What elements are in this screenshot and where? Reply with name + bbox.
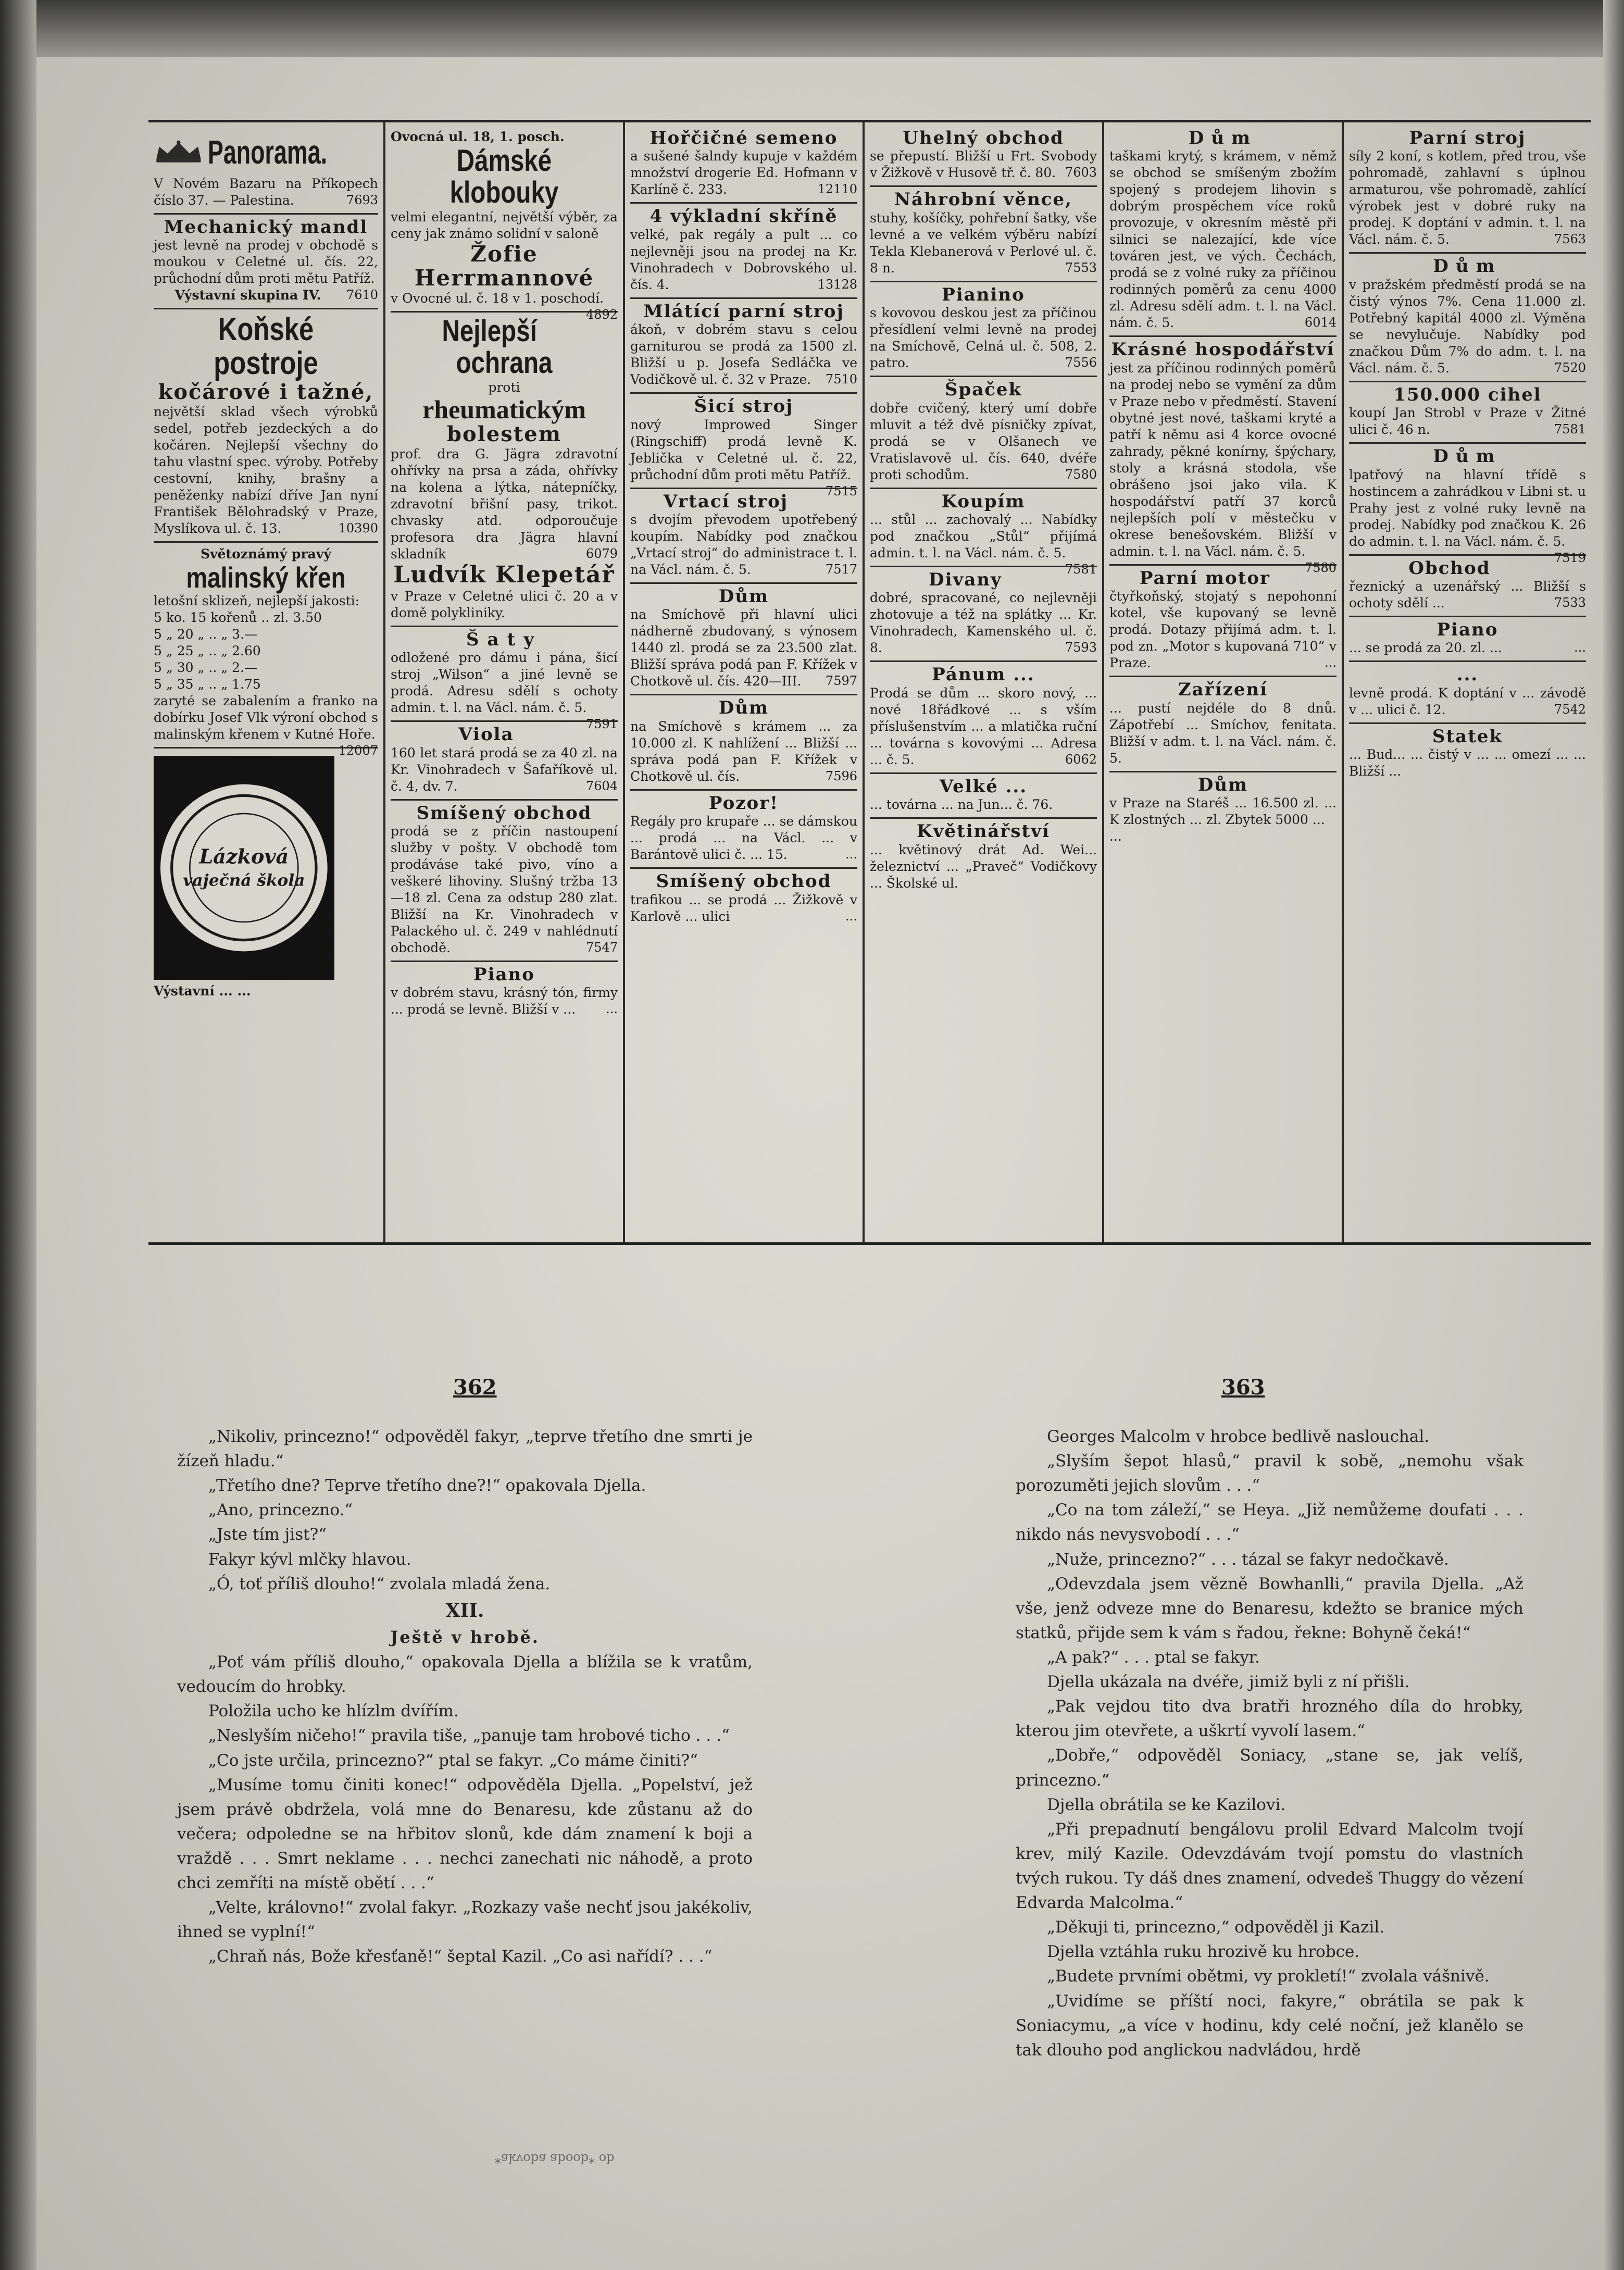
paragraph: „Co jste určila, princezno?“ ptal se fakyr. „Co máme činiti?“	[208, 1751, 698, 1770]
paragraph: Fakyr kývl mlčky hlavou.	[208, 1550, 411, 1569]
dum5b-title: Dům	[1197, 774, 1248, 795]
left-page-text	[177, 1425, 753, 1969]
vrtaci-text: s dvojím převodem upotřebený koupím. Nabídky pod značkou „Vrtací stroj“ do administrace t. l. na Václ. nám. č. 5. 7517	[630, 512, 857, 577]
kren-row: 5 „ 25 „ .. „ 2.60	[154, 643, 261, 659]
ad-hospodarstvi	[1109, 337, 1336, 575]
klobouky-title: Dámské klobouky	[449, 144, 559, 209]
stamp-illustration	[154, 756, 334, 980]
horcice-text: a sušené šalndy kupuje v každém množství drogerie Ed. Hofmann v Karlíně č. 233. 12110	[630, 148, 857, 197]
paragraph: „Dobře,“ odpověděl Soniacy, „stane se, jak velíš, princezno.“	[1016, 1746, 1523, 1790]
dum5b-text: v Praze na Staréš ... 16.500 zl. ... K zlostných ... zl. Zbytek 5000 ...	[1109, 795, 1336, 827]
paragraph: „Děkuji ti, princezno,“ odpověděl ji Kazil.	[1047, 1918, 1385, 1937]
mandl-title: Mechanický mandl	[164, 217, 368, 238]
saty-text: odložené pro dámu i pána, šicí stroj „Wilson“ a jiné levně se prodá. Adresu sdělí s ochoty admin. t. l. na Václ. nám. č. 5. 7591	[391, 650, 618, 732]
paragraph: „Velte, královno!“ zvolal fakyr. „Rozkazy vaše nechť jsou jakékoliv, ihned se vyplní!“	[177, 1898, 753, 1942]
ad-column-5	[1104, 122, 1344, 1242]
pohled-title: Pánum ...	[932, 664, 1035, 685]
dum6-text: v pražském předměstí prodá se na čistý výnos 7%. Cena 11.000 zl. Potřebný kapitál 4000 zl. Výměna se nevylučuje. Nabídky pod značkou Dům 7% do adm. t. l. na Václ. nám. č. 5. 7520	[1349, 277, 1586, 376]
smiseny-text: prodá se z příčin nastoupení služby v pošty. V obchodě tom prodáváse také pivo, víno a veškeré lihoviny. Slušný tržba 13—18 zl. Cena za odstup 280 zlat. Bližší na Kr. Vinohradech v Palackého ul. č. 249 v nahlédnutí obchodě. 7547	[391, 824, 618, 955]
pianino-text: s kovovou deskou jest za příčinou přesídlení velmi levně na prodej na Smíchově, Celná ul. č. 508, 2. patro. 7556	[870, 305, 1097, 371]
panorama-title: Panorama.	[207, 133, 327, 171]
ad-pianino	[870, 282, 1097, 377]
paragraph: „Jste tím jist?“	[208, 1525, 327, 1544]
kren-row: 5 „ 30 „ .. „ 2.—	[154, 660, 257, 676]
ad-cihel	[1349, 382, 1586, 444]
kren-pre: Světoznámý pravý	[201, 546, 331, 562]
dum5-title: Dům	[1188, 128, 1258, 148]
ad-vence	[870, 187, 1097, 282]
mlatici-title: Mlátící parní stroj	[643, 301, 844, 322]
herrmann-addr: v Ovocné ul. č. 18 v 1. poschodí. 4892	[391, 291, 618, 322]
ad-panorama	[154, 126, 378, 215]
ad-pohled	[870, 662, 1097, 774]
paragraph: „Chraň nás, Bože křesťaně!“ šeptal Kazil. „Co asi nařídí? . . .“	[208, 1947, 713, 1966]
spacek-title: Špaček	[944, 379, 1022, 401]
cihel-text: koupí Jan Strobl v Praze v Žitné ulici č. 46 n. 7581	[1349, 405, 1586, 438]
svg-text:vaječná škola: vaječná škola	[183, 871, 305, 891]
pozor-text: Regály pro krupaře ... se dámskou ... prodá ... na Václ. ... v Barántově ulici č. ... 15. ...	[630, 814, 857, 863]
ad-klobouky	[391, 126, 618, 322]
dum5b-extra: ...	[1109, 828, 1122, 844]
chapter-number: XII.	[445, 1599, 484, 1622]
ad-skrine	[630, 204, 857, 298]
horcice-title: Hořčičné semeno	[649, 128, 838, 148]
statek-title: Statek	[1432, 726, 1503, 747]
mandl-text: jest levně na prodej v obchodě s moukou v Celetné ul. čís. 22, průchodní dům proti mětu Patříž. 7610	[154, 238, 378, 303]
kvetinarstvi-text: ... květinový drát Ad. Wei... železnictví ... „Praveč“ Vodičkovy ... Školské ul.	[870, 842, 1097, 891]
stamp-caption: Výstavní ... ...	[154, 983, 251, 999]
velke-text: ... továrna ... na Jun... č. 76.	[870, 797, 1053, 813]
postroje-text: největší sklad všech výrobků sedel, potřeb jezdeckých a do kočáren. Nejlepší všechny do tahu vlastní spec. výroby. Potřeby cestovní, knihy, brašny a peněženky nabízí dříve Jan nyní František Bělohradský v Praze, Myslíkova ul. č. 13. 10390	[154, 404, 378, 536]
paragraph: „Nikoliv, princezno!“ odpověděl fakyr, „teprve třetího dne smrti je žízeň hladu.“	[177, 1427, 753, 1471]
postroje-subtitle: kočárové i tažné,	[158, 379, 374, 404]
kren-tail: zaryté se zabalením a franko na dobírku Josef Vlk výroní obchod s malinským křenem v Kutné Hoře. 12007	[154, 693, 378, 758]
paragraph: „Musíme tomu činiti konec!“ odpověděla Djella. „Popelství, jež jsem právě obdržela, volá mne do Benaresu, kde zůstanu až do večera; odpoledne se na hřbitov slonů, kde dám znamení k boji a vraždě . . . Smrt neklame . . . nechci zanechati nic náhodě, a proto chci zemříti na místě obětí . . .“	[177, 1775, 753, 1893]
dum-title: Dům	[718, 585, 769, 607]
ad-saty	[391, 627, 618, 732]
dum2-text: na Smíchově s krámem ... za 10.000 zl. K nahlížení ... Bližší ... správa podá pan F. Křížek v Chotkově ul. čís. 7596	[630, 718, 857, 784]
paragraph: „Třetího dne? Teprve třetího dne?!“ opakovala Djella.	[208, 1476, 646, 1495]
smiseny-title: Smíšený obchod	[416, 802, 592, 824]
ad-spacek	[870, 377, 1097, 489]
klobouky-text: velmi elegantní, největší výběr, za ceny jak známo solidní v saloně	[391, 209, 618, 241]
koupim-title: Koupím	[941, 491, 1026, 512]
vence-text: stuhy, košíčky, pohřební šatky, vše levné a ve velkém výběru nabízí Tekla Klebanerová v Perlové ul. č. 8 n. 7553	[870, 210, 1097, 276]
ad-horcice	[630, 126, 857, 204]
kren-row: 5 ko. 15 kořenů .. zl. 3.50	[154, 610, 322, 626]
chapter-title: Ještě v hrobě.	[390, 1627, 540, 1648]
piano-title: Piano	[473, 964, 535, 985]
ad-koupim	[870, 489, 1097, 577]
ad-smiseny	[391, 801, 618, 962]
pozor-title: Pozor!	[708, 792, 779, 814]
extra6-title: ...	[1456, 664, 1479, 685]
extra6-text: levně prodá. K doptání v ... závodě v ... ulici č. 12. 7542	[1349, 685, 1586, 717]
ad-divany	[870, 567, 1097, 662]
smiseny3-title: Smíšený obchod	[656, 871, 832, 892]
paragraph: Djella ukázala na dvéře, jimiž byli z ní přišli.	[1047, 1673, 1410, 1692]
ad-piano	[391, 962, 618, 1022]
hosp-text: jest za příčinou rodinných poměrů na prodej nebo se vymění za dům v Praze nebo v předměstí. Stavení obytné jest nové, taškami kryté a patří k němu asi 4 korce ovocné zahrady, pěkné konírny, špýchary, stoly a krásná stodola, vše obrášeno jsoi jako vila. K hospodářství patří 37 korců nejlepších polí v městečku v okrese benešovském. Bližší v admin. t. l. na Václ. nám. č. 5. 7580	[1109, 360, 1336, 575]
paragraph: „A pak?“ . . . ptal se fakyr.	[1047, 1648, 1260, 1667]
cihel-title: 150.000 cihel	[1393, 384, 1542, 405]
paragraph: „Budete prvními obětmi, vy prokletí!“ zvolala vášnivě.	[1047, 1967, 1490, 1986]
viola-text: 160 let stará prodá se za 40 zl. na Kr. Vinohradech v Šafaříkově ul. č. 4, dv. 7. 7604	[391, 745, 618, 794]
parni-title: Parní stroj	[1409, 128, 1526, 148]
pohled-text: Prodá se dům ... skoro nový, ... nové 18řádkové ... s vším příslušenstvím ... a mlatička ruční ... továrna s kovovými ... Adresa ... č. 5. 6062	[870, 685, 1097, 767]
klepetar-name: Ludvík Klepetář	[393, 562, 615, 589]
kren-row: 5 „ 20 „ .. „ 3.—	[154, 627, 257, 642]
ad-sici	[630, 394, 857, 498]
zarizeni-text: ... pustí nejdéle do 8 dnů. Zápotřebí ... Smíchov, fenitata. Bližší v adm. t. l. na Václ. nám. č. 5.	[1109, 700, 1336, 766]
ad-dum-libni	[1349, 444, 1586, 565]
motor-text: čtyřkoňský, stojatý s nepohonní kotel, vše kupovaný se levně prodá. Dotazy přijímá adm. t. l. pod zn. „Motor s kupovaná 710“ v Praze. ...	[1109, 589, 1336, 671]
paragraph: Georges Malcolm v hrobce bedlivě naslouchal.	[1047, 1427, 1430, 1446]
paragraph: Djella vztáhla ruku hrozivě ku hrobce.	[1047, 1942, 1360, 1962]
spacek-text: dobře cvičený, který umí dobře mluvit a též dvě písničky zpívat, prodá se v Olšanech ve Vratislavově ul. čís. 640, dvéře proti schodům. 7580	[870, 400, 1097, 482]
dum6-title: Dům	[1433, 256, 1502, 277]
piano6-title: Piano	[1436, 619, 1498, 640]
panorama-header	[154, 129, 378, 176]
ochrana-proti: proti	[488, 379, 520, 395]
ochrana-bolest: bolestem	[446, 422, 562, 447]
statek-text: ... Bud... ... čistý v ... ... omezí ... ... Bližší ...	[1349, 747, 1586, 779]
ad-viola	[391, 722, 618, 800]
ad-vrtaci	[630, 489, 857, 584]
kvetinarstvi-title: Květinářství	[917, 821, 1050, 842]
ad-column-6	[1344, 122, 1591, 1242]
paragraph: „Při prepadnutí bengálovu prolil Edvard Malcolm tvojí krev, milý Kazile. Odevzdávám tvojí pomstu do vlastních tvých rukou. Ty dáš dnes znamení, odvedeš Thuggy do vězení Edvarda Malcolma.“	[1016, 1819, 1523, 1913]
ad-dum-krama	[630, 695, 857, 790]
hosp-title: Krásné hospodářství	[1111, 339, 1335, 360]
velke-title: Velké ...	[939, 776, 1028, 797]
paragraph: „Poť vám příliš dlouho,“ opakovala Djella a blížila se k vratům, vedoucím do hrobky.	[177, 1653, 753, 1697]
klobouky-header: Ovocná ul. 18, 1. posch.	[391, 129, 565, 144]
ad-dum-vynos	[1349, 254, 1586, 382]
kren-row: 5 „ 35 „ .. „ 1.75	[154, 677, 261, 692]
divany-title: Divany	[929, 569, 1002, 590]
saty-title: Šaty	[466, 629, 543, 650]
obchod-text: řeznický a uzenářský ... Bližší s ochoty sdělí ... 7533	[1349, 578, 1586, 610]
ad-piano6	[1349, 617, 1586, 662]
ad-motor	[1109, 566, 1336, 677]
herrmann-name: Žofie Herrmannové	[414, 241, 594, 291]
skrine-title: 4 výkladní skříně	[649, 206, 838, 227]
vrtaci-title: Vrtací stroj	[663, 491, 789, 512]
dum5-text: taškami krytý, s krámem, v němž se obchod se smíšeným zbožím spojený s prodejem lihovin s dobrým prospěchem více roků provozuje, v okresním městě při silnici se nalezající, kde více továren jest, ve vých. Čechách, prodá se z volné ruky za příčinou rodinných poměrů za cenu 4000 zl. Adresu sdělí adm. t. l. na Václ. nám. č. 5. 6014	[1109, 148, 1336, 331]
paragraph: „Neslyším ničeho!“ pravila tiše, „panuje tam hrobové ticho . . .“	[208, 1726, 730, 1745]
crown-icon	[154, 129, 204, 176]
ad-statek	[1349, 724, 1586, 784]
klepetar-text: v Praze v Celetné ulici č. 20 a v domě polykliniky.	[391, 588, 618, 620]
dum2-title: Dům	[718, 697, 769, 719]
sici-title: Šicí stroj	[694, 396, 794, 417]
ochrana-text: prof. dra G. Jägra zdravotní ohřívky na prsa a záda, ohřívky na kolena a lýtka, nátepníčky, zdravotní břišní pasy, trikot. chvasky atd. odporoučuje profesora dra Jägra hlavní skladník 6079	[391, 446, 618, 562]
page-number-left: 362	[453, 1375, 497, 1400]
right-page-text	[1016, 1425, 1523, 2063]
dum6b-text: lpatřový na hlavní třídě s hostincem a zahrádkou v Libni st. u Prahy jest z volné ruky levně na prodej. Nabídky pod značkou K. 26 do admin. t. l. na Václ. nám. č. 5. 7519	[1349, 467, 1586, 565]
vence-title: Náhrobní věnce,	[894, 189, 1072, 210]
ad-zarizeni	[1109, 677, 1336, 772]
ad-column-1	[148, 122, 385, 1242]
postroje-title: Koňské postroje	[214, 311, 318, 382]
ochrana-title: Nejlepší ochrana	[442, 314, 553, 380]
page-number-right: 363	[1221, 1375, 1265, 1400]
bleedthrough-text: *akvoba aboob* ob	[495, 2151, 615, 2166]
divany-text: dobré, spracované, co nejlevněji zhotovuje a též na splátky ... Kr. Vinohradech, Kamenského ul. č. 8. 7593	[870, 590, 1097, 656]
pianino-title: Pianino	[942, 284, 1025, 305]
paragraph: „Odevzdala jsem vězně Bowhanlli,“ pravila Djella. „Až vše, jenž odveze mne do Benaresu, kdežto se branice mých statků, přijde sem k vám s řadou, řekne: Bohyně čeká!“	[1016, 1574, 1523, 1642]
dum6b-title: Dům	[1433, 446, 1502, 467]
ad-kren	[154, 543, 378, 758]
ochrana-big: rheumatickým	[422, 394, 586, 424]
smiseny3-text: trafikou ... se prodá ... Žižkově v Karlově ... ulici ...	[630, 892, 857, 924]
paragraph: „Pak vejdou tito dva bratři hrozného díla do hrobky, kterou jim otevřete, a uškrtí vyvolí lasem.“	[1016, 1697, 1523, 1741]
koupim-text: ... stůl ... zachovalý ... Nabídky pod značkou „Stůl“ přijímá admin. t. l. na Václ. nám. č. 5. 7581	[870, 512, 1097, 577]
ad-postroje	[154, 309, 378, 542]
ad-velke	[870, 774, 1097, 819]
uhelny-title: Uhelný obchod	[903, 128, 1064, 148]
motor-title: Parní motor	[1139, 567, 1270, 589]
viola-title: Viola	[458, 724, 514, 745]
paragraph: Položila ucho ke hlízlm dvířím.	[208, 1702, 459, 1721]
scan-edge-right	[1603, 0, 1624, 2270]
ad-mlatici	[630, 299, 857, 394]
kren-text: letošní sklizeň, nejlepší jakosti:	[154, 593, 360, 609]
uhelny-text: se přepustí. Bližší u Frt. Svobody v Žižkově v Husově tř. č. 80. 7603	[870, 148, 1097, 181]
ad-mandl	[154, 215, 378, 309]
paragraph: „Co na tom záleží,“ se Heya. „Již nemůžeme doufati . . . nikdo nás nevysvobodí . . .“	[1016, 1501, 1523, 1544]
ad-column-2	[385, 122, 625, 1242]
paragraph: „Nuže, princezno?“ . . . tázal se fakyr nedočkavě.	[1047, 1550, 1449, 1569]
exhibit-label: Výstavní skupina IV.	[174, 288, 321, 303]
scan-edge-left	[0, 0, 36, 2270]
ad-uhelny	[870, 126, 1097, 187]
obchod-title: Obchod	[1408, 557, 1491, 579]
skrine-text: velké, pak regály a pult ... co nejlevněji jsou na prodej na Kr. Vinohradech v Dobrovského ul. čís. 4. 13128	[630, 227, 857, 292]
parni-text: síly 2 koní, s kotlem, před trou, vše pohromadě, zahlavní s úplnou armaturou, vše pohromadě, zahlící výrobek jest v dobré ruky na prodej. K doptání v admin. t. l. na Václ. nám. č. 5. 7563	[1349, 148, 1586, 247]
ad-extra	[1349, 662, 1586, 724]
ad-pozor	[630, 791, 857, 869]
panorama-text: V Novém Bazaru na Příkopech číslo 37. — Palestina. 7693	[154, 176, 378, 208]
ad-ochrana	[391, 313, 618, 627]
paragraph: „Uvidíme se příští noci, fakyre,“ obrátila se pak k Soniacymu, „a více v hodinu, kdy celé noční, jež klanělo se tak dlouho pod anglickou nadvládou, hrdě	[1016, 1991, 1523, 2060]
piano6-text: ... se prodá za 20. zl. ... ...	[1349, 640, 1586, 656]
ad-dum-smichov	[630, 584, 857, 695]
ad-parni-stroj	[1349, 126, 1586, 254]
sici-text: nový Improwed Singer (Ringschiff) prodá levně K. Jeblička v Celetné ul. č. 22, průchodní dům proti mětu Patříž. 7515	[630, 417, 857, 498]
svg-text:Lázková: Lázková	[199, 844, 289, 868]
seal-icon	[154, 764, 334, 972]
ad-column-4	[865, 122, 1104, 1242]
paragraph: „Slyším šepot hlasů,“ pravil k sobě, „nemohu však porozuměti jejich slovům . . .“	[1016, 1452, 1523, 1495]
zarizeni-title: Zařízení	[1178, 679, 1268, 701]
ad-kvetinarstvi	[870, 819, 1097, 895]
mlatici-text: ákoň, v dobrém stavu s celou garniturou se prodá za 1500 zl. Bližší u p. Josefa Sedláčka ve Vodičkově ul. č. 32 v Praze. 7510	[630, 322, 857, 388]
ad-obchod	[1349, 556, 1586, 617]
piano-text: v dobrém stavu, krásný tón, firmy ... prodá se levně. Bližší v ... ...	[391, 985, 618, 1017]
paragraph: „Ano, princezno.“	[208, 1501, 353, 1520]
paragraph: Djella obrátila se ke Kazilovi.	[1047, 1795, 1286, 1814]
ad-dum-stares	[1109, 772, 1336, 849]
advertisement-section	[148, 120, 1591, 1245]
ad-dum-krytý	[1109, 126, 1336, 337]
scan-edge-top	[0, 0, 1624, 57]
ad-column-3	[625, 122, 865, 1242]
ad-smiseny-trafika	[630, 869, 857, 929]
kren-title: malinský křen	[186, 560, 346, 594]
dum-text: na Smíchově při hlavní ulici nádherně zbudovaný, s výnosem 1440 zl. prodá se za 23.500 zlat. Bližší správa podá pan F. Křížek v Chotkově ul. čís. 420—III. 7597	[630, 607, 857, 689]
paragraph: „Ó, toť příliš dlouho!“ zvolala mladá žena.	[208, 1574, 551, 1593]
